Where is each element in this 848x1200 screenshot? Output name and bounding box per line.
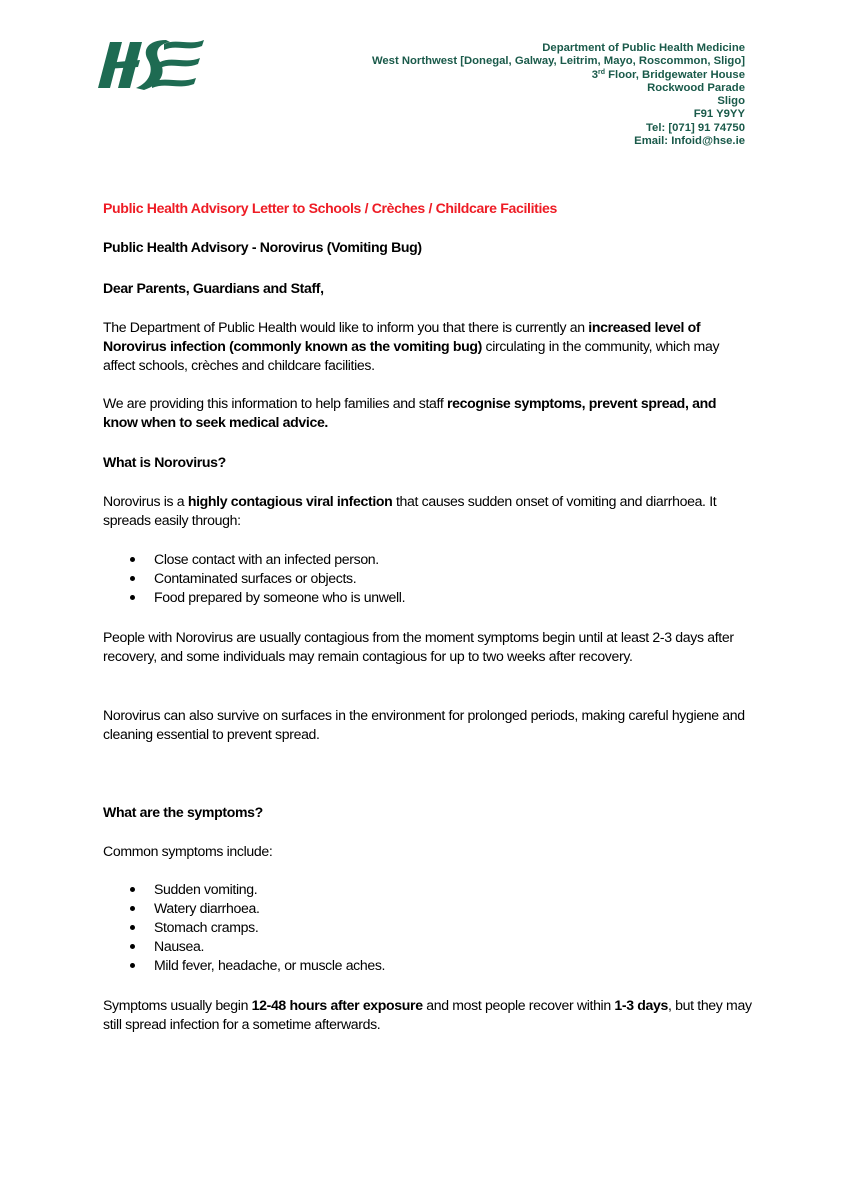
list-item: Contaminated surfaces or objects. [103,569,753,588]
bullet-icon [130,887,135,892]
address-town: Sligo [717,95,745,108]
address-region: West Northwest [Donegal, Galway, Leitrim, Mayo, Roscommon, Sligo] [371,55,745,68]
bullet-icon [130,963,135,968]
bullet-icon [130,576,135,581]
contagious-paragraph: People with Norovirus are usually contagious from the moment symptoms begin until at least 2-3 days after recovery, and some individuals may remain contagious for up to two weeks after recovery. [103,629,734,664]
what-is-paragraph: Norovirus is a highly contagious viral infection that causes sudden onset of vomiting and diarrhoea. It spreads easily through: [103,493,717,528]
address-phone: Tel: [071] 91 74750 [645,121,745,134]
symptoms-intro: Common symptoms include: [103,843,273,859]
address-street: Rockwood Parade [647,81,745,94]
what-is-heading: What is Norovirus? [103,454,226,470]
list-item: Sudden vomiting. [103,880,753,899]
letter-subtitle: Public Health Advisory - Norovirus (Vomiting Bug) [103,239,422,255]
address-eircode: F91 Y9YY [693,108,745,121]
address-email[interactable]: Email: Infoid@hse.ie [634,135,745,148]
list-item: Stomach cramps. [103,918,753,937]
bullet-icon [130,925,135,930]
bullet-icon [130,557,135,562]
bullet-icon [130,906,135,911]
spread-list [103,550,753,607]
sender-address [372,42,745,148]
symptoms-heading: What are the symptoms? [103,804,263,820]
symptoms-list [103,880,753,975]
list-item: Watery diarrhoea. [103,899,753,918]
salutation: Dear Parents, Guardians and Staff, [103,280,324,296]
list-item: Mild fever, headache, or muscle aches. [103,956,753,975]
onset-paragraph: Symptoms usually begin 12-48 hours after exposure and most people recover within 1-3 days, but they may still spread infection for a sometime afterwards. [103,997,752,1032]
list-item: Food prepared by someone who is unwell. [103,588,753,607]
survive-paragraph: Norovirus can also survive on surfaces in the environment for prolonged periods, making careful hygiene and cleaning essential to prevent spread. [103,707,745,742]
intro-paragraph: The Department of Public Health would like to inform you that there is currently an increased level of Norovirus infection (commonly known as the vomiting bug) circulating in the community, which may affect schools, crèches and childcare facilities. [103,319,720,373]
list-item: Nausea. [103,937,753,956]
address-department: Department of Public Health Medicine [542,42,745,54]
bullet-icon [130,595,135,600]
letter-title: Public Health Advisory Letter to Schools / Crèches / Childcare Facilities [103,200,558,216]
hse-logo-icon [96,36,206,94]
purpose-paragraph: We are providing this information to help families and staff recognise symptoms, prevent spread, and know when to seek medical advice. [103,395,717,430]
address-floor: 3rd Floor, Bridgewater House [591,68,745,81]
bullet-icon [130,944,135,949]
list-item: Close contact with an infected person. [103,550,753,569]
hse-logo [96,36,206,94]
